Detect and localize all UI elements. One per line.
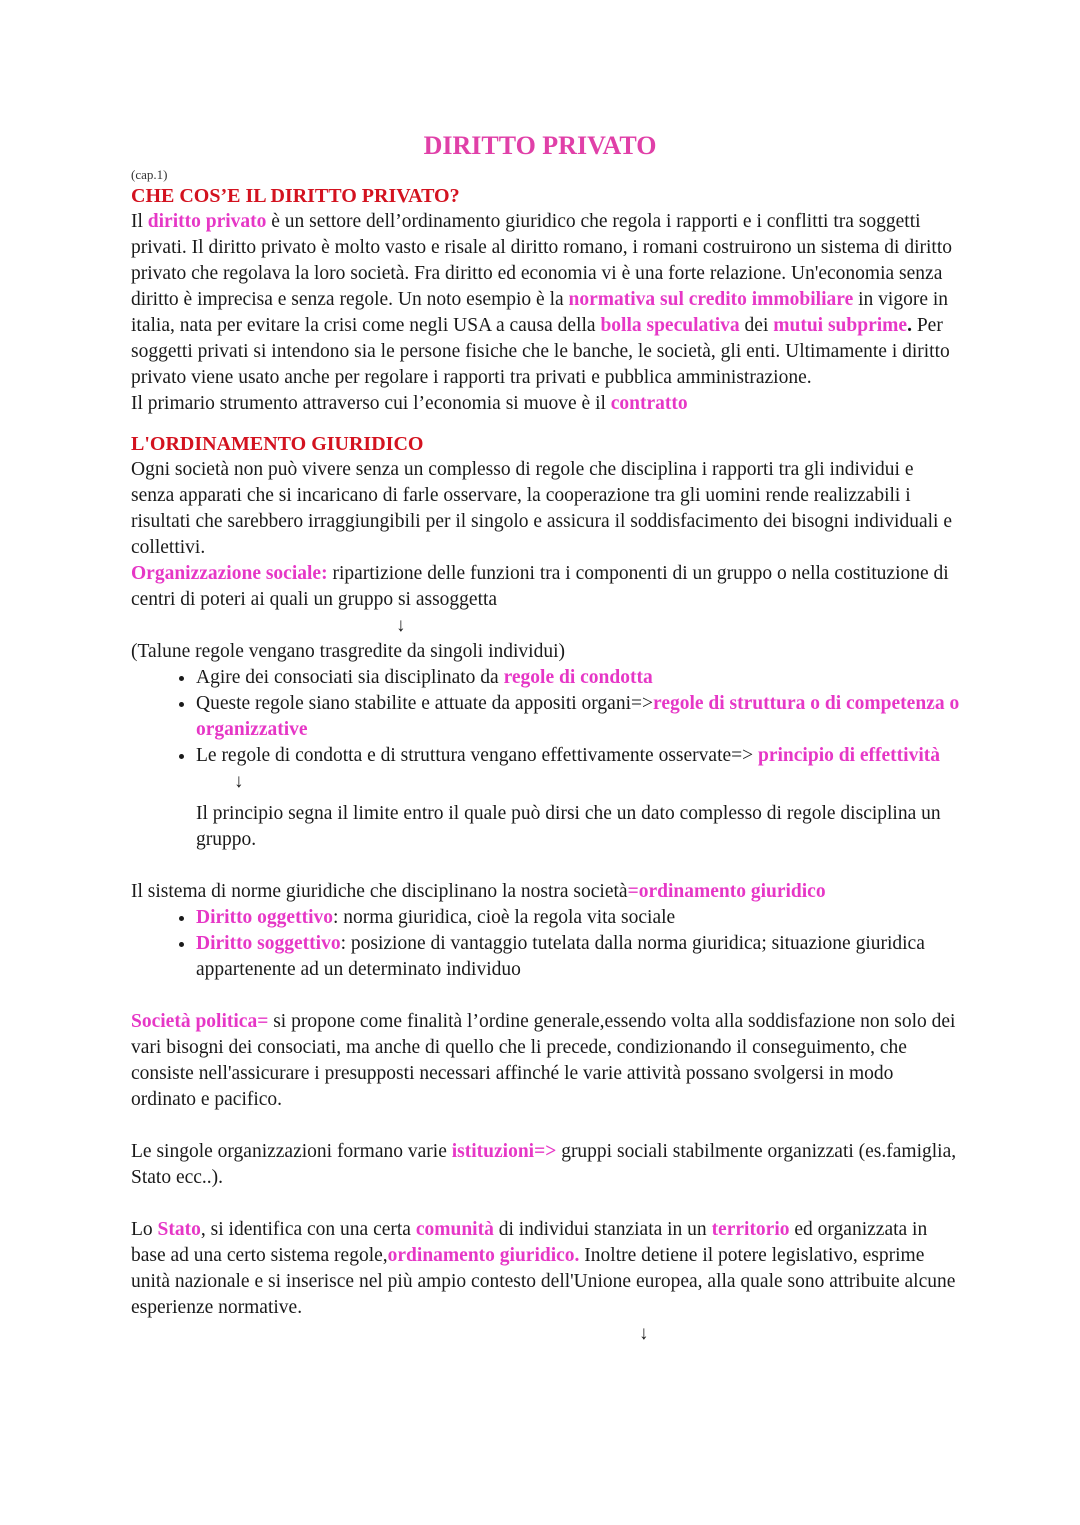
paragraph: Il sistema di norme giuridiche che disciplinano la nostra società=ordinamento giuridico (131, 881, 826, 902)
bullet-list (131, 905, 961, 983)
bold-text: . (907, 315, 912, 336)
paragraph: Ogni società non può vivere senza un complesso di regole che disciplina i rapporti tra gli individui e senza apparati che si incaricano di farle osservare, la cooperazione tra gli uomini rende realizzabili i risultati che sarebbero irraggiungibili per il singolo e assicura il soddisfacimento dei bisogni individuali e collettivi. (131, 459, 952, 558)
highlighted-term: diritto privato (147, 211, 267, 232)
highlighted-term: regole di condotta (503, 667, 653, 688)
bullet-list (131, 665, 961, 769)
list-item: • Agire dei consociati sia disciplinato da regole di condotta (196, 665, 961, 691)
highlighted-term: bolla speculativa (600, 315, 740, 336)
down-arrow-icon: ↓ (396, 615, 406, 636)
highlighted-term: Diritto oggettivo (196, 907, 333, 928)
paragraph: Società politica= si propone come finalità l’ordine generale,essendo volta alla soddisfazione non solo dei vari bisogni dei consociati, ma anche di quello che li precede, condizionando il conseguimento, che consiste nell'assicurare i presupposti necessari affinché le varie attività possano svolgersi in modo ordinato e pacifico. (131, 1011, 956, 1110)
highlighted-term: =ordinamento giuridico (627, 881, 826, 902)
paragraph: Lo Stato, si identifica con una certa comunità di individui stanziata in un territorio ed organizzata in base ad una certo sistema regole,ordinamento giuridico. Inoltre detiene il potere legislativo, esprime unità nazionale e si inserisce nel più ampio contesto dell'Unione europea, alla quale sono attribuite alcune esperienze normative. (131, 1219, 956, 1318)
highlighted-term: Diritto soggettivo (196, 933, 341, 954)
highlighted-term: comunità (415, 1219, 494, 1240)
heading-diritto-privato: CHE COS’E IL DIRITTO PRIVATO? (131, 185, 460, 207)
document-body (131, 166, 961, 1347)
highlighted-term: Società politica= (131, 1011, 269, 1032)
page-title: DIRITTO PRIVATO (423, 131, 657, 160)
highlighted-term: Stato (157, 1219, 201, 1240)
list-item: • Le regole di condotta e di struttura vengano effettivamente osservate=> principio di effettività (196, 743, 961, 769)
highlighted-term: istituzioni=> (451, 1141, 557, 1162)
down-arrow-icon: ↓ (639, 1323, 649, 1344)
highlighted-term: regole di struttura o di competenza o organizzative (196, 693, 960, 740)
highlighted-term: normativa sul credito immobiliare (568, 289, 854, 310)
list-item: • Diritto soggettivo: posizione di vantaggio tutelata dalla norma giuridica; situazione giuridica appartenente ad un determinato individuo (196, 931, 961, 983)
down-arrow-icon: ↓ (234, 771, 244, 792)
highlighted-term: Organizzazione sociale: (131, 563, 328, 584)
list-item: • Queste regole siano stabilite e attuate da appositi organi=>regole di struttura o di competenza o organizzative (196, 691, 961, 743)
heading-ordinamento-giuridico: L'ORDINAMENTO GIURIDICO (131, 433, 424, 455)
highlighted-term: contratto (610, 393, 688, 414)
highlighted-term: ordinamento giuridico. (387, 1245, 580, 1266)
paragraph: (Talune regole vengano trasgredite da singoli individui) (131, 641, 566, 662)
list-item: • Diritto oggettivo: norma giuridica, cioè la regola vita sociale (196, 905, 961, 931)
paragraph: Organizzazione sociale: ripartizione delle funzioni tra i componenti di un gruppo o nella costituzione di centri di poteri ai quali un gruppo si assoggetta (131, 563, 949, 610)
paragraph: Il primario strumento attraverso cui l’economia si muove è il contratto (131, 393, 688, 414)
paragraph: Il diritto privato è un settore dell’ordinamento giuridico che regola i rapporti e i conflitti tra soggetti privati. Il diritto privato è molto vasto e risale al diritto romano, i romani costruirono un sistema di diritto privato che regolava la loro società. Fra diritto ed economia vi è una forte relazione. Un'economia senza diritto è imprecisa e senza regole. Un noto esempio è la normativa sul credito immobiliare in vigore in italia, nata per evitare la crisi come negli USA a causa della bolla speculativa dei mutui subprime. Per soggetti privati si intendono sia le persone fisiche che le banche, le società, gli enti. Ultimamente i diritto privato viene usato anche per regolare i rapporti tra privati e pubblica amministrazione. (131, 211, 953, 388)
highlighted-term: territorio (711, 1219, 790, 1240)
chapter-label: (cap.1) (131, 167, 168, 182)
paragraph: Le singole organizzazioni formano varie istituzioni=> gruppi sociali stabilmente organizzati (es.famiglia, Stato ecc..). (131, 1141, 957, 1188)
paragraph: Il principio segna il limite entro il quale può dirsi che un dato complesso di regole disciplina un gruppo. (196, 803, 941, 850)
highlighted-term: principio di effettività (758, 745, 940, 766)
highlighted-term: mutui subprime (773, 315, 908, 336)
